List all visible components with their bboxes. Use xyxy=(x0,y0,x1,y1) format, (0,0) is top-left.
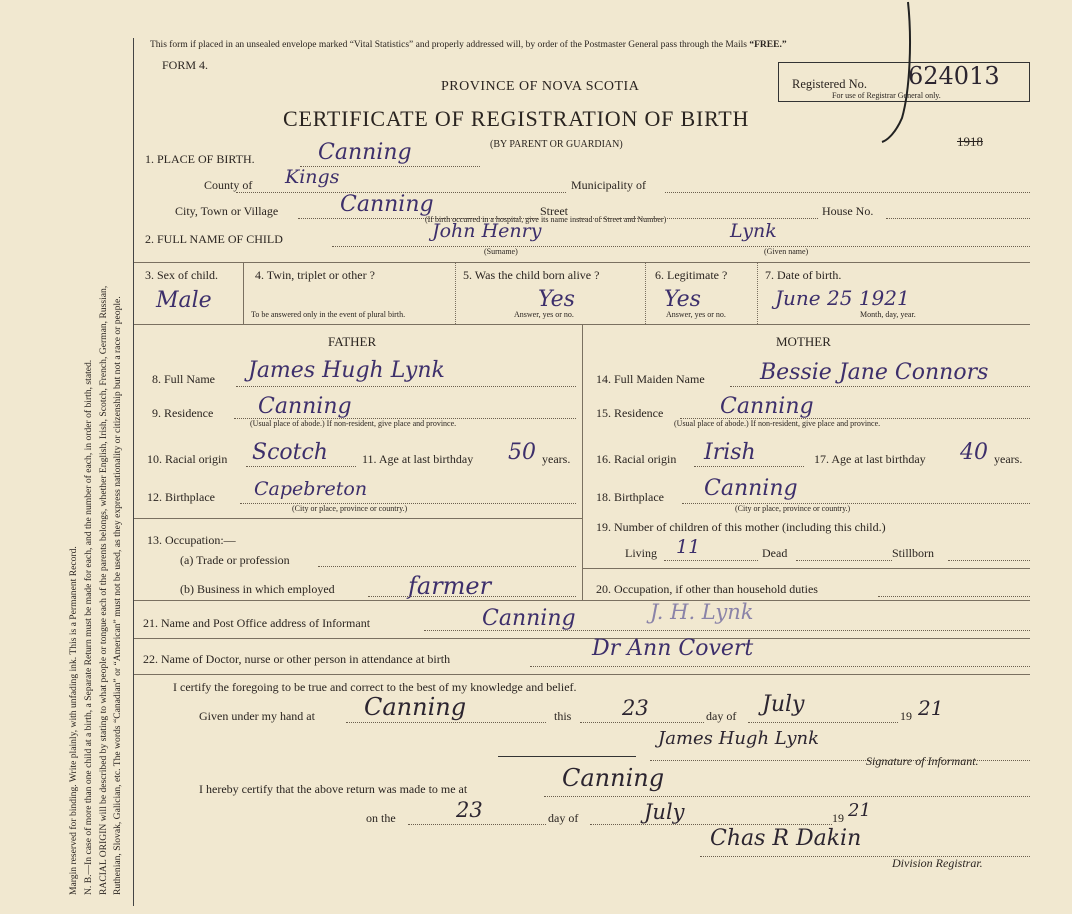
rule-v1 xyxy=(243,262,244,324)
doctor-line xyxy=(530,666,1030,667)
father-birthplace-value: Capebreton xyxy=(254,478,368,500)
informant-line xyxy=(424,630,1030,631)
father-name-label: 8. Full Name xyxy=(152,372,215,386)
registrar-place-line xyxy=(544,796,1030,797)
stillborn-label: Stillborn xyxy=(892,546,935,560)
father-birthplace-label: 12. Birthplace xyxy=(147,490,215,504)
twin-label: 4. Twin, triplet or other ? xyxy=(255,268,375,282)
mother-name-line xyxy=(730,386,1030,387)
cert-statement: I certify the foregoing to be true and correct to the best of my knowledge and belief. xyxy=(173,680,577,694)
twin-note: To be answered only in the event of plural birth. xyxy=(251,310,406,319)
mother-name-value: Bessie Jane Connors xyxy=(760,360,989,385)
mother-birthplace-caption: (City or place, province or country.) xyxy=(735,504,851,513)
given-place: Canning xyxy=(364,693,467,721)
father-name-line xyxy=(236,386,576,387)
children-label: 19. Number of children of this mother (including this child.) xyxy=(596,520,886,534)
mother-heading: MOTHER xyxy=(776,334,831,349)
street-line xyxy=(578,218,818,219)
mother-birthplace-value: Canning xyxy=(704,476,798,501)
registrar-year-suffix: 21 xyxy=(848,800,871,821)
page-title: CERTIFICATE OF REGISTRATION OF BIRTH xyxy=(283,106,750,131)
mother-residence-label: 15. Residence xyxy=(596,406,664,420)
father-residence-line xyxy=(234,418,576,419)
county-value: Kings xyxy=(285,166,340,188)
father-residence-label: 9. Residence xyxy=(152,406,214,420)
father-name-value: James Hugh Lynk xyxy=(248,358,445,383)
rule-v3 xyxy=(645,262,646,324)
mail-notice xyxy=(150,40,787,50)
business-line xyxy=(368,596,576,597)
street-label: Street xyxy=(540,204,568,218)
this-label: this xyxy=(554,709,572,723)
alive-label: 5. Was the child born alive ? xyxy=(463,268,600,282)
father-age-value: 50 xyxy=(508,440,536,465)
sex-value: Male xyxy=(156,288,212,313)
given-place-line xyxy=(346,722,546,723)
sex-label: 3. Sex of child. xyxy=(145,268,218,282)
registrar-year-prefix: 19 xyxy=(832,811,844,825)
mother-age-label: 17. Age at last birthday xyxy=(814,452,926,466)
trade-line xyxy=(318,566,576,567)
business-value: farmer xyxy=(408,572,492,600)
county-label: County of xyxy=(204,178,253,192)
father-residence-caption: (Usual place of abode.) If non-resident, give place and province. xyxy=(250,419,457,428)
margin-line-1: Margin reserved for binding. Write plainly, with unfading ink. This is a Permanent Record. xyxy=(68,546,79,895)
margin-line-2: N. B.—In case of more than one child at a birth, a Separate Return must be made for each, and the number of each, in order of birth, stated. xyxy=(83,359,94,895)
father-birthplace-caption: (City or place, province or country.) xyxy=(292,504,408,513)
registrar-signature: Chas R Dakin xyxy=(710,826,862,851)
rule-mother-occ xyxy=(582,568,1030,569)
house-label: House No. xyxy=(822,204,874,218)
child-given-caption: (Given name) xyxy=(764,247,809,256)
mother-residence-caption: (Usual place of abode.) If non-resident, give place and province. xyxy=(674,419,881,428)
mail-notice-free: “FREE.” xyxy=(749,40,787,50)
year-suffix: 21 xyxy=(918,696,944,720)
margin-line-4: Ruthenian, Slovak, Galician, etc. The words “Canadian” or “American” must not be used, as they express nationality or citizenship but not a race or people. xyxy=(112,296,123,895)
margin-notes xyxy=(48,40,132,900)
mother-age-unit: years. xyxy=(994,452,1023,466)
father-residence-value: Canning xyxy=(258,394,352,419)
rule-occupation-top xyxy=(134,518,582,519)
day-value: 23 xyxy=(622,696,649,720)
city-value: Canning xyxy=(340,192,434,217)
father-racial-value: Scotch xyxy=(252,440,328,465)
year-strike: 1918 xyxy=(957,134,983,149)
signature-dash xyxy=(498,756,636,757)
rule-parents-divider xyxy=(582,324,583,600)
registrar-month-line xyxy=(590,824,832,825)
pen-stroke xyxy=(880,0,920,150)
child-given-value: Lynk xyxy=(730,220,777,242)
rule-row3-top xyxy=(134,262,1030,263)
mother-birthplace-label: 18. Birthplace xyxy=(596,490,664,504)
rule-doctor-top xyxy=(134,638,1030,639)
mother-residence-line xyxy=(680,418,1030,419)
mother-name-label: 14. Full Maiden Name xyxy=(596,372,705,386)
month-value: July xyxy=(762,692,805,717)
subtitle: (BY PARENT OR GUARDIAN) xyxy=(490,139,623,150)
mother-racial-line xyxy=(694,466,804,467)
date-label: 7. Date of birth. xyxy=(765,268,842,282)
informant-name-value: J. H. Lynk xyxy=(650,600,754,624)
form-left-border xyxy=(133,38,134,906)
rule-v4 xyxy=(757,262,758,324)
mother-occupation-label: 20. Occupation, if other than household duties xyxy=(596,582,818,596)
dead-line xyxy=(796,560,892,561)
rule-v2 xyxy=(455,262,456,324)
business-label: (b) Business in which employed xyxy=(180,582,335,596)
registrar-caption: Division Registrar. xyxy=(892,856,983,870)
legit-label: 6. Legitimate ? xyxy=(655,268,728,282)
month-line xyxy=(748,722,898,723)
living-line xyxy=(664,560,758,561)
mother-occupation-line xyxy=(878,596,1030,597)
registered-label: Registered No. xyxy=(792,77,867,91)
dayof-label: day of xyxy=(706,709,737,723)
father-racial-label: 10. Racial origin xyxy=(147,452,228,466)
form-number: FORM 4. xyxy=(162,58,209,72)
child-line xyxy=(332,246,1030,247)
child-surname-caption: (Surname) xyxy=(484,247,518,256)
legit-value: Yes xyxy=(664,287,701,312)
father-heading: FATHER xyxy=(328,334,377,349)
mother-residence-value: Canning xyxy=(720,394,814,419)
province: PROVINCE OF NOVA SCOTIA xyxy=(441,79,640,94)
municipality-line xyxy=(665,192,1030,193)
father-age-unit: years. xyxy=(542,452,571,466)
informant-signature: James Hugh Lynk xyxy=(658,728,820,749)
given-label: Given under my hand at xyxy=(199,709,315,723)
alive-value: Yes xyxy=(538,287,575,312)
informant-label: 21. Name and Post Office address of Informant xyxy=(143,616,371,630)
margin-line-3: RACIAL ORIGIN will be described by stating to what people or tongue each of the parents belongs, whether English, Irish, Scotch, French, German, Russian, xyxy=(98,285,109,895)
registrar-day: 23 xyxy=(456,798,483,822)
registrar-day-line xyxy=(408,824,546,825)
house-line xyxy=(886,218,1030,219)
occupation-label: 13. Occupation:— xyxy=(147,533,236,547)
trade-label: (a) Trade or profession xyxy=(180,553,290,567)
registrar-statement: I hereby certify that the above return was made to me at xyxy=(199,782,468,796)
alive-caption: Answer, yes or no. xyxy=(514,310,574,319)
mother-racial-value: Irish xyxy=(704,440,756,465)
informant-address-value: Canning xyxy=(482,606,576,631)
dead-label: Dead xyxy=(762,546,788,560)
father-racial-line xyxy=(246,466,356,467)
child-surname-value: John Henry xyxy=(432,220,542,242)
legit-caption: Answer, yes or no. xyxy=(666,310,726,319)
child-name-label: 2. FULL NAME OF CHILD xyxy=(145,232,283,246)
rule-informant-top xyxy=(134,600,1030,601)
registrar-note: For use of Registrar General only. xyxy=(832,91,941,100)
father-birthplace-line xyxy=(240,503,576,504)
registered-number: 624013 xyxy=(908,62,1000,90)
living-label: Living xyxy=(625,546,657,560)
signature-caption: Signature of Informant. xyxy=(866,754,979,768)
date-caption: Month, day, year. xyxy=(860,310,916,319)
mail-notice-text: This form if placed in an unsealed envelope marked “Vital Statistics” and properly addressed will, by order of the Postmaster General pass through the Mails xyxy=(150,40,747,50)
city-label: City, Town or Village xyxy=(175,204,279,218)
day-line xyxy=(580,722,704,723)
father-age-label: 11. Age at last birthday xyxy=(362,452,474,466)
rule-cert-top xyxy=(134,674,1030,675)
place-label: 1. PLACE OF BIRTH. xyxy=(145,152,255,166)
mother-age-value: 40 xyxy=(960,440,988,465)
date-value: June 25 1921 xyxy=(775,286,910,310)
place-value: Canning xyxy=(318,140,412,165)
year-prefix: 19 xyxy=(900,709,912,723)
stillborn-line xyxy=(948,560,1030,561)
doctor-value: Dr Ann Covert xyxy=(592,636,754,661)
municipality-label: Municipality of xyxy=(571,178,646,192)
mother-racial-label: 16. Racial origin xyxy=(596,452,677,466)
living-value: 11 xyxy=(676,536,701,558)
street-note: (If birth occurred in a hospital, give its name instead of Street and Number) xyxy=(425,215,667,224)
doctor-label: 22. Name of Doctor, nurse or other person in attendance at birth xyxy=(143,652,451,666)
registrar-place: Canning xyxy=(562,764,665,792)
on-the-label: on the xyxy=(366,811,396,825)
mother-birthplace-line xyxy=(682,503,1030,504)
registrar-month: July xyxy=(644,800,685,824)
registrar-dayof: day of xyxy=(548,811,579,825)
